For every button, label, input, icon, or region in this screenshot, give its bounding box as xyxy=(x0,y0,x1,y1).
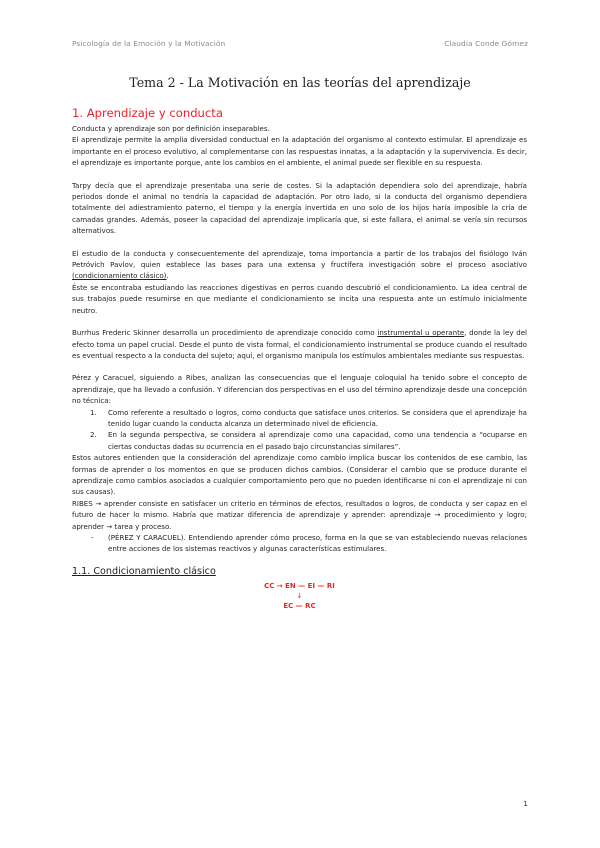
list-number: 1. xyxy=(90,407,97,417)
list-item xyxy=(72,407,527,430)
text-run: . xyxy=(166,271,169,281)
dash-list-item xyxy=(72,532,527,555)
paragraph: Éste se encontraba estudiando las reacciones digestivas en perros cuando descubrió el condicionamiento. La idea central de sus trabajos puede resumirse en que mediante el condicionamiento se incita una respuesta ante un estímulo inicialmente neutro. xyxy=(72,282,527,315)
page-number: 1 xyxy=(523,799,528,808)
paragraph: Tarpy decía que el aprendizaje presentaba una serie de costes. Si la adaptación dependiera solo del aprendizaje, habría periodos donde el animal no tendría la capacidad de adaptación. Por otro lado, si la conducta del organismo dependiera totalmente del adiestramiento paterno, el tiempo y la energía invertida en uno solo de los hijos haría imposible la cría de camadas grandes. Además, poseer la capacidad del aprendizaje implicaría que, si este fallara, el animal se vería sin recursos alternativos. xyxy=(72,180,527,236)
text-run: , donde la ley del efecto toma un papel crucial. Desde el punto de vista formal, el condicionamiento instrumental se produce cuando el resultado es eventual respecto a la conducta del sujeto; aquí, el organismo manipula los estímulos ambientales mediante sus respuestas. xyxy=(72,328,528,360)
paragraph xyxy=(72,327,527,361)
list-item-text: Como referente a resultado o logros, como conducta que satisface unos criterios. Se considera que el aprendizaje ha tenido lugar cuando la conducta alcanza un determinado nivel de eficiencia. xyxy=(108,407,527,428)
diagram-line-2: EC — RC xyxy=(283,601,316,610)
list-item-text: En la segunda perspectiva, se considera al aprendizaje como una capacidad, como una tendencia a “ocuparse en ciertas conductas dadas su ocurrencia en el pasado bajo circunstancias similares”. xyxy=(108,430,527,451)
section-heading-1-1: 1.1. Condicionamiento clásico xyxy=(72,565,216,577)
list-item xyxy=(72,429,527,452)
list-number: 2. xyxy=(90,430,97,440)
underlined-term: instrumental u operante xyxy=(377,328,465,338)
arrow-down-icon: ↓ xyxy=(296,591,303,600)
diagram-line-1: CC → EN — EI — RI xyxy=(264,581,335,590)
paragraph xyxy=(72,248,527,282)
paragraph: Estos autores entienden que la consideración del aprendizaje como cambio implica buscar los contenidos de ese cambio, las formas de aprender o los momentos en que se producen dichos cambios. (Considerar el cambio que se produce durante el aprendizaje como cambios asociados a cualquier comportamiento pero que no pueden identificarse ni con el aprendizaje ni con sus causas). xyxy=(72,453,527,497)
conditioning-diagram xyxy=(72,581,527,611)
dash-item-text: (PÉREZ Y CARACUEL). Entendiendo aprender cómo proceso, forma en la que se van estableciendo nuevas relaciones entre acciones de los sistemas reactivos y algunas características estimulares. xyxy=(108,533,527,554)
paragraph: El aprendizaje permite la amplia diversidad conductual en la adaptación del organismo al contexto estimular. El aprendizaje es importante en el proceso evolutivo, al complementarse con las respuestas innatas, a la adaptación y la supervivencia. Es decir, el aprendizaje es importante porque, ante los cambios en el ambiente, el animal puede ser flexible en su respuesta. xyxy=(72,135,527,168)
dash-bullet: - xyxy=(91,533,94,542)
text-run: Burrhus Frederic Skinner desarrolla un procedimiento de aprendizaje conocido como xyxy=(72,328,378,338)
section-heading-1: 1. Aprendizaje y conducta xyxy=(72,106,223,120)
paragraph: Conducta y aprendizaje son por definición inseparables. xyxy=(72,124,270,133)
numbered-list xyxy=(72,407,527,453)
document-body xyxy=(72,106,527,611)
page-title: Tema 2 - La Motivación en las teorías del aprendizaje xyxy=(129,75,471,90)
paragraph: Pérez y Caracuel, siguiendo a Ribes, analizan las consecuencias que el lenguaje coloquial ha tenido sobre el concepto de aprendizaje, que ha llevado a confusión. Y diferencian dos perspectivas en el uso del término aprendizaje desde una concepción no técnica: xyxy=(72,373,527,406)
paragraph: RIBES → aprender consiste en satisfacer un criterio en términos de efectos, resultados o logros, de conducta y ser capaz en el futuro de hacer lo mismo. Habría que matizar diferencia de aprendizaje y aprender: aprendizaje → procedimiento y logro; aprender → tarea y proceso. xyxy=(72,498,527,531)
header-author: Claudia Conde Gómez xyxy=(444,39,528,48)
header-subject: Psicología de la Emoción y la Motivación xyxy=(72,39,226,48)
underlined-term: (condicionamiento clásico) xyxy=(72,271,167,281)
text-run: El estudio de la conducta y consecuentemente del aprendizaje, toma importancia a partir de los trabajos del fisiólogo Iván Petróvich Pavlov, quien establece las bases para una extensa y fructífera investigación sobre el proceso asociativo xyxy=(72,248,527,270)
